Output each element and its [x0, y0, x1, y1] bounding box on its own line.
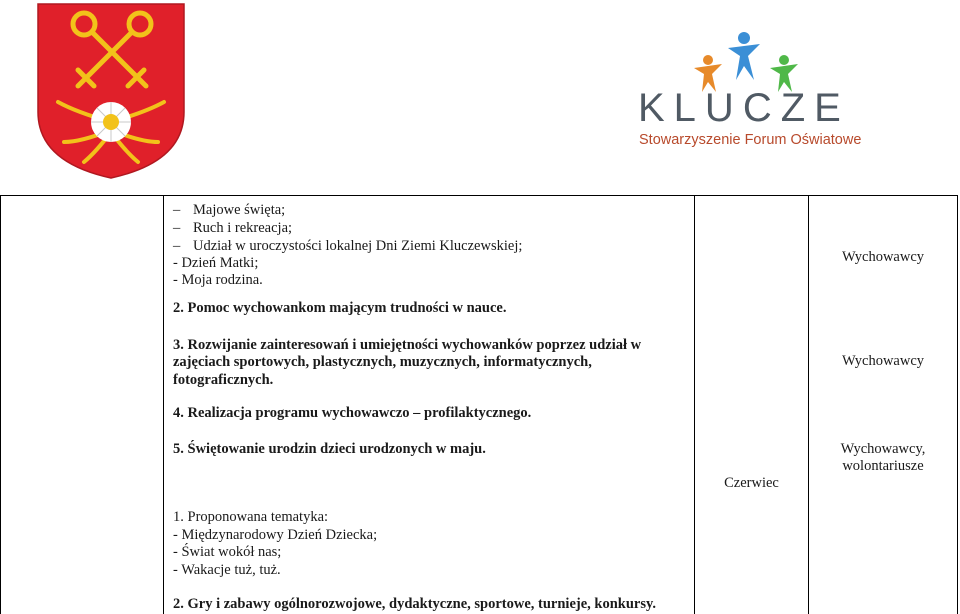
- june-item-2: 2. Gry i zabawy ogólnorozwojowe, dydaktyczne, sportowe, turnieje, konkursy.: [173, 596, 657, 612]
- klucze-logo: [638, 30, 860, 152]
- responsible-3: Wychowawcy,: [840, 441, 926, 457]
- responsible-3: wolontariusze: [842, 458, 924, 474]
- list-item: – Udział w uroczystości lokalnej Dni Ziemi Kluczewskiej;: [173, 238, 523, 254]
- list-item: – Majowe święta;: [173, 202, 286, 218]
- activity-item-4: 4. Realizacja programu wychowawczo – profilaktycznego.: [173, 405, 532, 421]
- june-item-1: 1. Proponowana tematyka:: [173, 509, 329, 525]
- logo-subtitle: Stowarzyszenie Forum Oświatowe: [639, 132, 862, 148]
- month-label: Czerwiec: [724, 475, 779, 491]
- table-divider-2: [694, 195, 695, 614]
- activity-item-3: 3. Rozwijanie zainteresowań i umiejętności wychowanków poprzez udział w: [173, 337, 642, 353]
- list-item: - Dzień Matki;: [173, 255, 259, 271]
- list-item: - Świat wokół nas;: [173, 544, 282, 560]
- crest-coat-of-arms: [36, 2, 186, 180]
- activity-item-2: 2. Pomoc wychowankom mającym trudności w nauce.: [173, 300, 507, 316]
- list-item: - Moja rodzina.: [173, 272, 263, 288]
- responsible-2: Wychowawcy: [841, 353, 925, 369]
- list-item: - Wakacje tuż, tuż.: [173, 562, 281, 578]
- list-item: - Międzynarodowy Dzień Dziecka;: [173, 527, 378, 543]
- table-divider-1: [163, 195, 164, 614]
- table-border-left: [0, 195, 1, 614]
- activity-item-3: fotograficznych.: [173, 372, 274, 388]
- responsible-1: Wychowawcy: [841, 249, 925, 265]
- table-border-right: [957, 195, 958, 614]
- activity-item-5: 5. Świętowanie urodzin dzieci urodzonych w maju.: [173, 441, 486, 457]
- logo-word: KLUCZE: [638, 86, 850, 130]
- logo-figures-icon: [678, 30, 818, 94]
- list-item: – Ruch i rekreacja;: [173, 220, 293, 236]
- activity-item-3: zajęciach sportowych, plastycznych, muzycznych, informatycznych,: [173, 354, 592, 370]
